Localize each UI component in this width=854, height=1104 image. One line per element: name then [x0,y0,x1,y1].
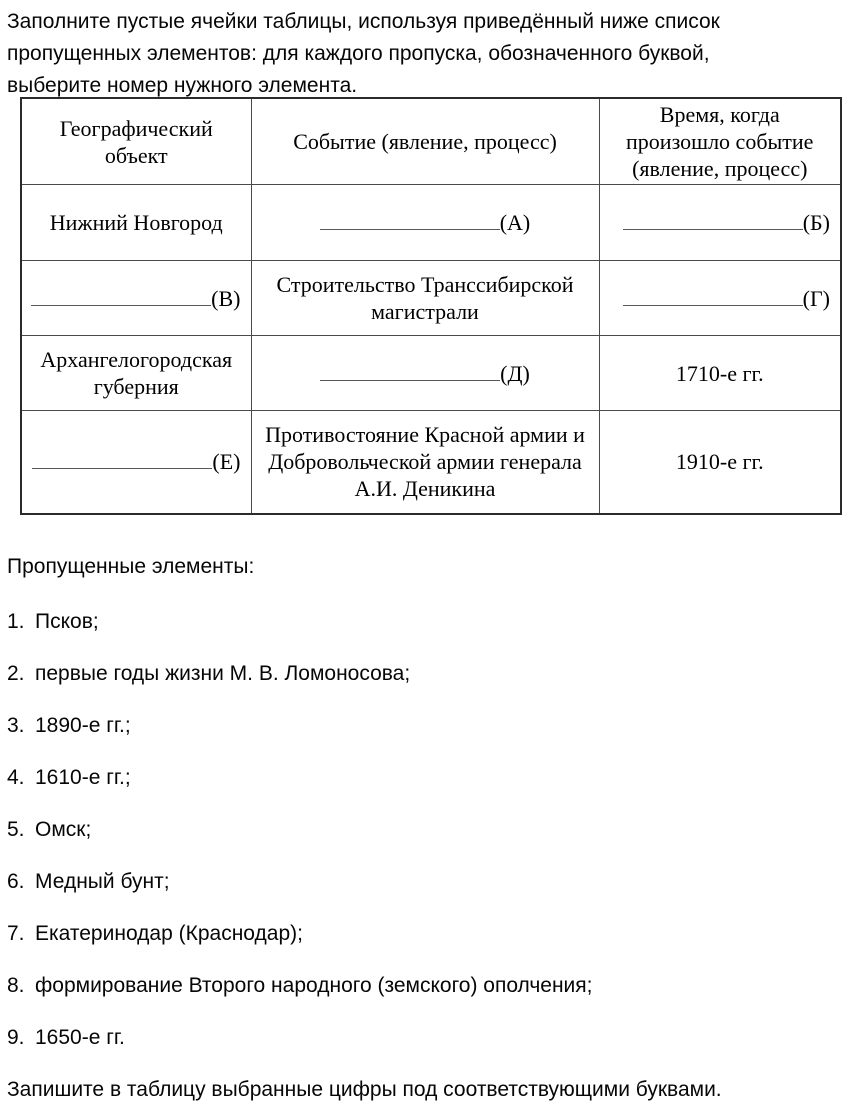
blank-letter: (Д) [500,360,530,386]
table-row [21,336,841,411]
item-number: 5. [7,818,25,841]
missing-element-item [7,663,847,685]
missing-element-item [7,819,847,841]
item-text: первые годы жизни М. В. Ломоносова; [35,662,411,685]
missing-element-item [7,611,847,633]
table-row [21,411,841,514]
missing-elements-section [7,556,847,1101]
blank-line [623,305,803,306]
blank-letter: (Г) [802,285,830,311]
cell-time-1910s: 1910-е гг. [599,411,841,514]
item-number: 8. [7,974,25,997]
blank-line [320,380,500,381]
cell-geo-arkhangelogorod: Архангелогородская губерния [21,336,251,411]
blank-letter: (Б) [802,210,830,235]
table-row [21,185,841,261]
cell-event-denikin: Противостояние Красной армии и Добровольческой армии генерала А.И. Деникина [251,411,599,514]
cell-blank-b [599,185,841,261]
cell-blank-e [21,411,251,514]
item-text: 1650-е гг. [35,1026,125,1049]
header-geographic-object: Географический объект [21,98,251,185]
item-number: 6. [7,870,25,893]
item-text: Псков; [35,610,99,633]
table-header-row [21,98,841,185]
item-number: 4. [7,766,25,789]
cell-blank-g [599,261,841,336]
blank-line [623,229,803,230]
cell-time-1710s: 1710-е гг. [599,336,841,411]
missing-element-item [7,871,847,893]
item-text: формирование Второго народного (земского) ополчения; [35,974,593,997]
item-text: 1890-е гг.; [35,714,131,737]
missing-element-item [7,715,847,737]
cell-blank-a [251,185,599,261]
blank-letter: (Е) [212,449,241,475]
blank-line [31,305,211,306]
header-time: Время, когда произошло событие (явление, процесс) [599,98,841,185]
item-number: 2. [7,662,25,685]
cell-geo-nizhny-novgorod: Нижний Новгород [21,185,251,261]
missing-elements-title: Пропущенные элементы: [7,555,255,578]
missing-element-item [7,923,847,945]
closing-instruction: Запишите в таблицу выбранные цифры под соответствующими буквами. [7,1078,722,1101]
missing-element-item [7,1027,847,1049]
cell-blank-d [251,336,599,411]
item-text: Екатеринодар (Краснодар); [35,922,303,945]
table-row [21,261,841,336]
item-number: 9. [7,1026,25,1049]
cell-blank-v [21,261,251,336]
missing-element-item [7,767,847,789]
history-fill-table [20,97,842,515]
missing-element-item [7,975,847,997]
blank-line [32,468,212,469]
task-instruction: Заполните пустые ячейки таблицы, используя приведённый ниже список пропущенных элементов: для каждого пропуска, обозначенного буквой, выберите номер нужного элемента. [7,10,720,97]
header-event: Событие (явление, процесс) [251,98,599,185]
blank-line [320,229,500,230]
item-number: 7. [7,922,25,945]
blank-letter: (А) [499,210,531,235]
item-text: Медный бунт; [35,870,170,893]
item-number: 1. [7,610,25,633]
item-text: 1610-е гг.; [35,766,131,789]
cell-event-transsib: Строительство Транссибирской магистрали [251,261,599,336]
item-text: Омск; [35,818,92,841]
blank-letter: (В) [211,285,241,311]
item-number: 3. [7,714,25,737]
